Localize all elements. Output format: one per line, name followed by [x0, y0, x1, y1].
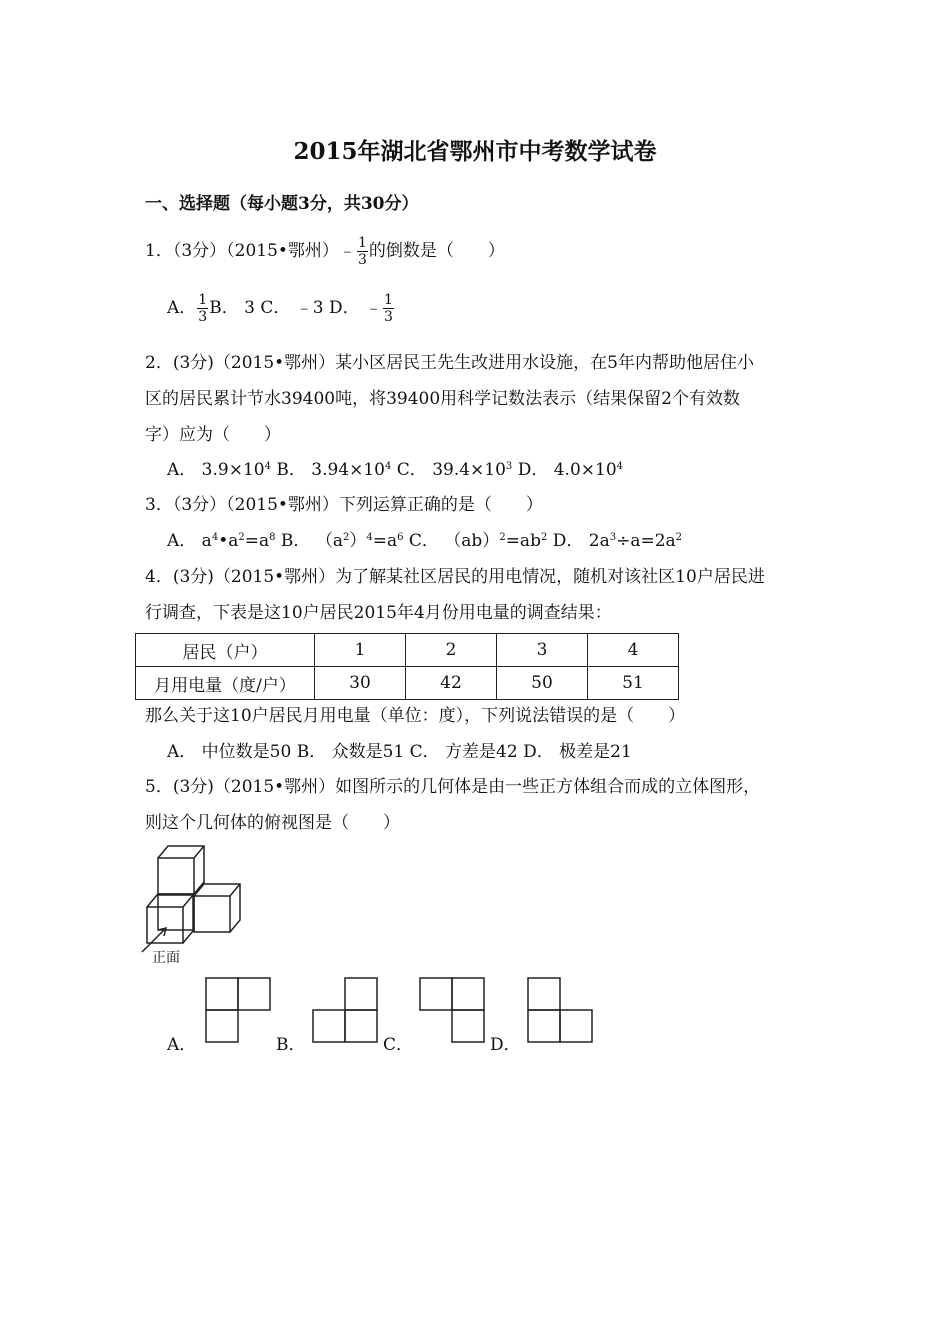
- front-label: 正面: [152, 950, 180, 966]
- q4-options: A． 中位数是50 B． 众数是51 C． 方差是42 D． 极差是21: [167, 742, 632, 762]
- q1-option-a-fraction: $\frac{1}{3}$: [198, 292, 208, 325]
- section-heading: 一、选择题（每小题3分，共30分）: [145, 194, 419, 214]
- table-cell: 30: [315, 667, 406, 700]
- option-d-figure: [527, 977, 595, 1045]
- table-cell: 月用电量（度/户）: [136, 667, 315, 700]
- table-cell: 2: [406, 634, 497, 667]
- q2-options: A． $3.9\times 10^4$ B． $3.94\times 10^4$ C． $39.4\times 10^3$ D． $4.0\times 10^4$: [167, 460, 624, 480]
- q1-fraction: $\frac{1}{3}$: [357, 235, 367, 268]
- q1-option-a-label: A．: [167, 298, 197, 318]
- table-cell: 1: [315, 634, 406, 667]
- q3-options: A． $a^4•a^2=a^8$ B． $(a^2)^4=a^6$ C． $(ab)^2=ab^2$ D． $2a^3\div a=2a^2$: [167, 531, 683, 551]
- option-c-figure: [419, 977, 487, 1045]
- table-cell: 42: [406, 667, 497, 700]
- q4-line-1: 4．(3分)（2015•鄂州）为了解某社区居民的用电情况，随机对该社区10户居民进: [145, 567, 765, 587]
- table-cell: 51: [588, 667, 679, 700]
- q1-suffix: 的倒数是（ ）: [368, 241, 505, 261]
- q4-line-3: 那么关于这10户居民月用电量（单位：度），下列说法错误的是（ ）: [145, 706, 686, 726]
- q2-line-3: 字）应为（ ）: [145, 425, 281, 445]
- q4-line-2: 行调查，下表是这10户居民2015年4月份用电量的调查结果：: [145, 603, 612, 623]
- q1-options-bcd: B． 3 C． ﹣3 D． ﹣: [209, 298, 382, 318]
- electricity-table: [135, 633, 679, 700]
- q1-option-d-fraction: $\frac{1}{3}$: [383, 292, 393, 325]
- q5-option-a-label: A．: [167, 1035, 197, 1055]
- q2-line-1: 2．(3分)（2015•鄂州）某小区居民王先生改进用水设施，在5年内帮助他居住小: [145, 353, 755, 373]
- q3-line: 3．（3分）（2015•鄂州）下列运算正确的是（ ）: [145, 495, 543, 515]
- q5-line-2: 则这个几何体的俯视图是（ ）: [145, 813, 400, 833]
- table-cell: 50: [497, 667, 588, 700]
- option-a-figure: [205, 977, 273, 1045]
- page-title: 2015年湖北省鄂州市中考数学试卷: [293, 138, 657, 165]
- q5-option-b-label: B．: [276, 1035, 306, 1055]
- option-b-figure: [312, 977, 380, 1045]
- question-1: [145, 236, 505, 267]
- table-cell: 3: [497, 634, 588, 667]
- q1-options: [167, 293, 395, 324]
- q5-line-1: 5．(3分)（2015•鄂州）如图所示的几何体是由一些正方体组合而成的立体图形，: [145, 777, 761, 797]
- table-row: [136, 667, 679, 700]
- table-cell: 4: [588, 634, 679, 667]
- cube-face: [158, 858, 194, 894]
- table-row: [136, 634, 679, 667]
- q5-option-d-label: D．: [490, 1035, 521, 1055]
- q5-option-c-label: C．: [383, 1035, 414, 1055]
- q2-line-2: 区的居民累计节水39400吨，将39400用科学记数法表示（结果保留2个有效数: [145, 389, 740, 409]
- table-cell: 居民（户）: [136, 634, 315, 667]
- q1-prefix: 1．（3分）（2015•鄂州）﹣: [145, 241, 356, 261]
